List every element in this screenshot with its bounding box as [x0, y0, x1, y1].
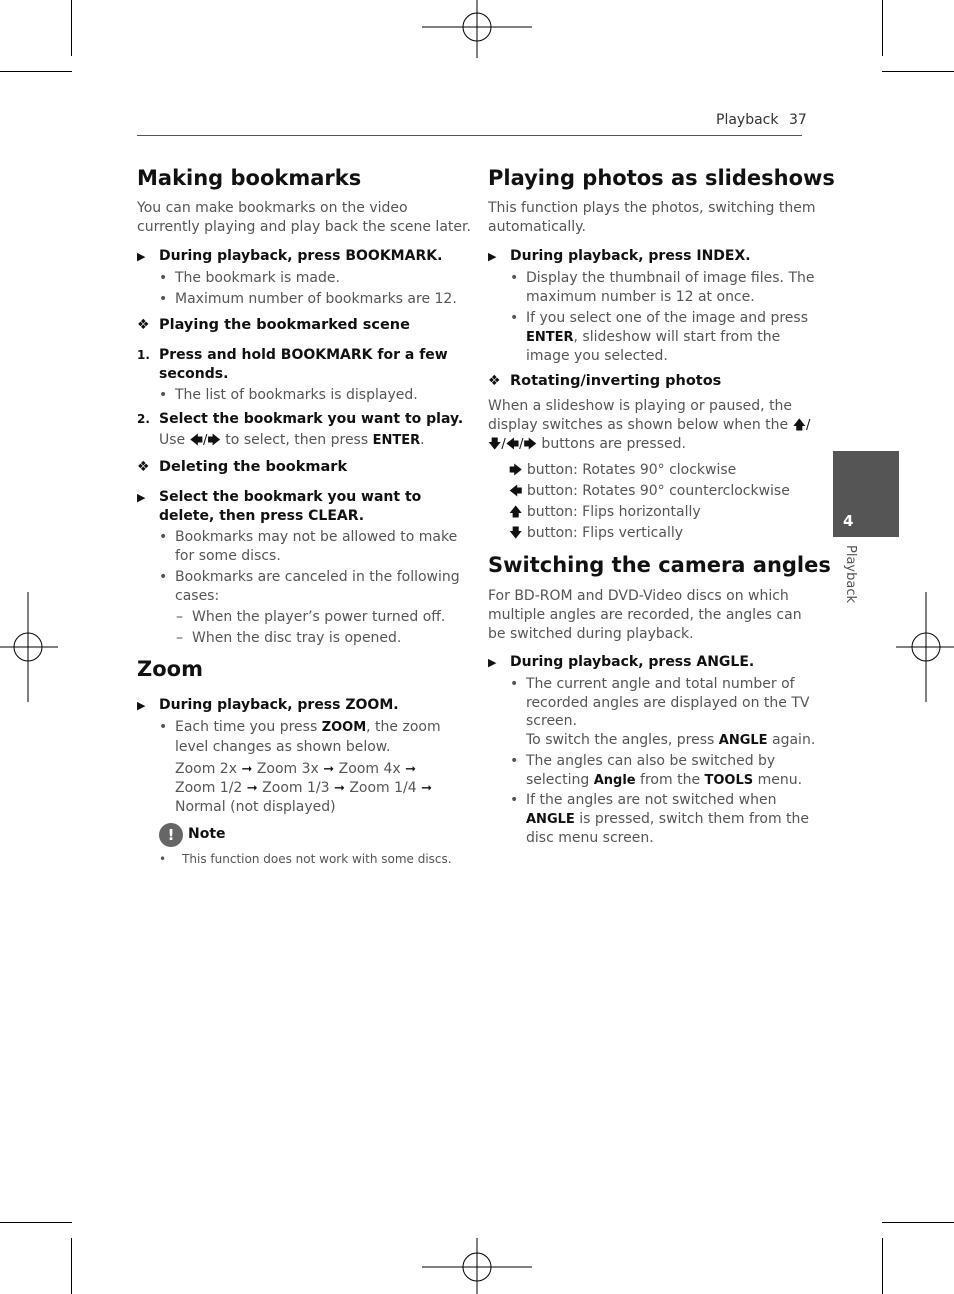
arrow-right-icon: ➞ — [323, 762, 335, 777]
crop-mark — [0, 71, 72, 72]
arrow-right-icon: ➞ — [421, 781, 433, 796]
step-arrow-icon: ▶ — [137, 491, 146, 504]
rotating-intro: When a slideshow is playing or paused, the display switches as shown below when the 🡅/ 🡇/🡄/🡆 buttons are pressed. — [488, 398, 811, 452]
registration-mark-top — [422, 0, 532, 58]
registration-mark-right — [896, 592, 954, 702]
header-section: Playback — [716, 112, 779, 128]
arrow-right-icon: ➞ — [333, 781, 345, 796]
rotate-item: 🡄 button: Rotates 90° counterclockwise — [509, 483, 790, 499]
right-arrow-icon: 🡆 — [509, 463, 523, 478]
left-right-arrow-icon: 🡄/🡆 — [189, 433, 221, 448]
arrow-right-icon: ➞ — [241, 762, 253, 777]
angles-intro: For BD-ROM and DVD-Video discs on which multiple angles are recorded, the angles can be switched during playback. — [488, 588, 802, 642]
rotate-item: 🡅 button: Flips horizontally — [509, 504, 701, 520]
chapter-label: Playback — [843, 545, 858, 604]
rotate-item: 🡆 button: Rotates 90° clockwise — [509, 462, 737, 478]
section-title-zoom: Zoom — [137, 657, 203, 681]
step-2-use: Use 🡄/🡆 to select, then press ENTER. — [159, 432, 425, 448]
step-arrow-icon: ▶ — [488, 656, 497, 669]
crop-mark — [71, 0, 72, 56]
left-arrow-icon: 🡄 — [509, 484, 523, 499]
diamond-icon: ❖ — [137, 317, 150, 333]
section-title-angles: Switching the camera angles — [488, 553, 831, 577]
up-arrow-icon: 🡅 — [509, 505, 523, 520]
arrow-right-icon: ➞ — [405, 762, 417, 777]
crop-mark — [882, 0, 883, 56]
bookmarks-intro: You can make bookmarks on the video currently playing and play back the scene later. — [137, 200, 471, 235]
crop-mark — [71, 1238, 72, 1294]
step-arrow-icon: ▶ — [488, 250, 497, 263]
down-left-right-arrow-icon: 🡇/🡄/🡆 — [488, 437, 537, 452]
registration-mark-bottom — [422, 1238, 532, 1294]
zoom-sequence: Zoom 2x ➞ Zoom 3x ➞ Zoom 4x ➞ Zoom 1/2 ➞ Zoom 1/3 ➞ Zoom 1/4 ➞ Normal (not displayed) — [175, 761, 433, 815]
arrow-right-icon: ➞ — [246, 781, 258, 796]
diamond-icon: ❖ — [488, 373, 501, 389]
step-arrow-icon: ▶ — [137, 250, 146, 263]
slideshow-intro: This function plays the photos, switching them automatically. — [488, 200, 816, 235]
down-arrow-icon: 🡇 — [509, 526, 523, 541]
registration-mark-left — [0, 592, 58, 702]
crop-mark — [882, 1238, 883, 1294]
note-icon: ! — [159, 823, 183, 847]
crop-mark — [0, 1222, 72, 1223]
note-text: • This function does not work with some discs. — [159, 852, 452, 866]
rotate-item: 🡇 button: Flips vertically — [509, 525, 684, 541]
page-number: 37 — [789, 112, 807, 128]
section-title-slideshow: Playing photos as slideshows — [488, 166, 835, 190]
diamond-icon: ❖ — [137, 459, 150, 475]
note-label: Note — [188, 826, 226, 842]
crop-mark — [882, 1222, 954, 1223]
header-rule — [137, 135, 802, 136]
chapter-number: 4 — [843, 512, 854, 530]
section-title-bookmarks: Making bookmarks — [137, 166, 362, 190]
up-arrow-icon: 🡅/ — [792, 417, 811, 433]
step-arrow-icon: ▶ — [137, 699, 146, 712]
crop-mark — [882, 71, 954, 72]
